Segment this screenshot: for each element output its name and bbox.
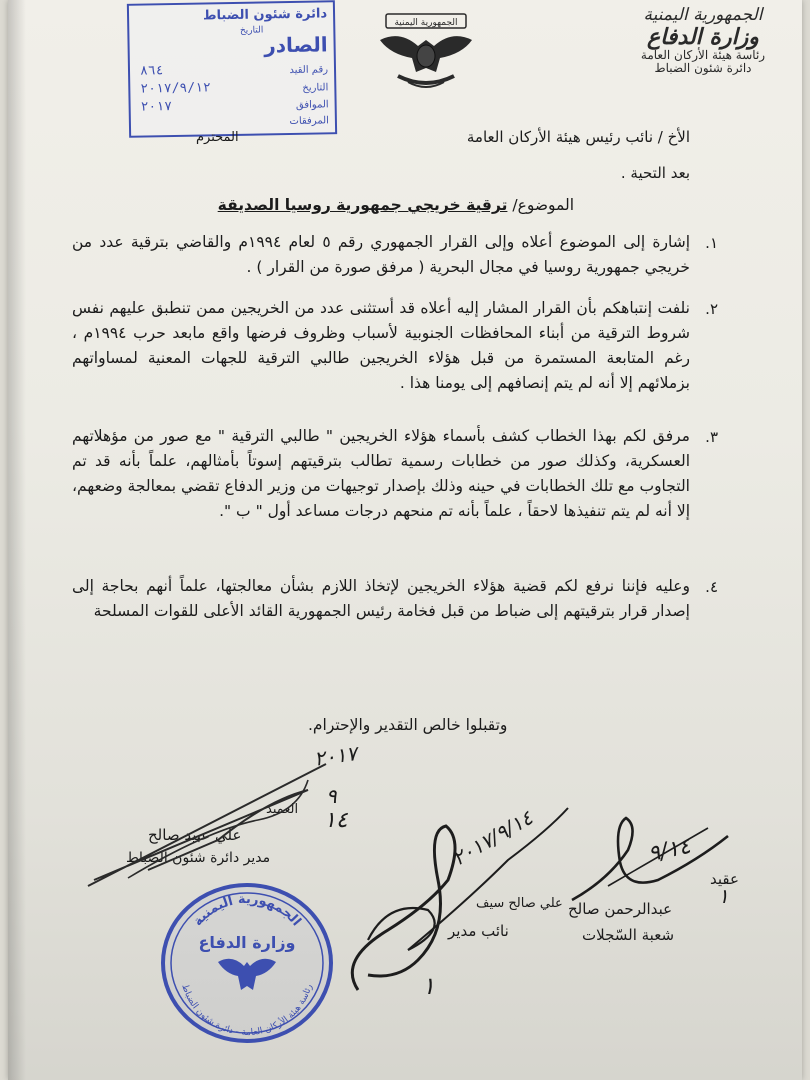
eagle-emblem-icon	[370, 10, 482, 92]
stamp-corresponding-value: ٢٠١٧	[140, 99, 173, 115]
handwritten-date-center: ٢٠١٧/٩/١٤	[447, 805, 537, 871]
signature-strokes	[8, 0, 802, 1080]
paragraph-4: وعليه فإننا نرفع لكم قضية هؤلاء الخريجين لإتخاذ اللازم بشأن معالجتها، علماً أنهم بحاجة إلى إصدار قرار بترقيتهم إلى ضباط من قبل فخامة رئيس الجمهورية القائد الأعلى للقوات المسلحة	[72, 577, 690, 620]
paragraph-number: ٣.	[705, 428, 718, 446]
stamp-date-label2: التاريخ	[302, 82, 329, 94]
right-rank: عقيد	[710, 870, 739, 888]
paragraph-1: إشارة إلى الموضوع أعلاه وإلى القرار الجمهوري رقم ٥ لعام ١٩٩٤م والقاضي بترقية عدد من خريجي جمهورية روسيا في مجال البحرية ( مرفق صورة من القرار ) .	[72, 233, 691, 276]
handwritten-day-left: ١٤	[324, 808, 348, 833]
header-officers-affairs: دائرة شئون الضباط	[654, 61, 752, 76]
left-title: مدير دائرة شئون الضباط	[126, 850, 271, 866]
center-name: علي صالح سيف	[476, 896, 563, 911]
header-chief-staff: رئاسة هيئة الأركان العامة	[640, 47, 766, 62]
stamp-dept: دائرة شئون الضباط	[202, 6, 328, 24]
center-title: نائب مدير	[448, 922, 509, 940]
handwritten-date-right: ٩/١٤	[645, 833, 694, 868]
handwritten-mark-right: ١	[718, 884, 729, 908]
recipient-honorific: المحترم	[196, 130, 239, 145]
stamp-ref-value: ٨٦٤	[139, 63, 164, 79]
left-signature-stroke	[88, 764, 326, 886]
stamp-date-label: التاريخ	[239, 25, 264, 36]
outgoing-stamp	[127, 0, 337, 138]
ministry-header	[618, 6, 788, 75]
stamp-date-value: ٢٠١٧/٩/١٢	[140, 80, 211, 97]
paragraph-number: ١.	[705, 234, 718, 252]
stamp-attachments-label: المرفقات	[289, 115, 330, 128]
paragraph-2: نلفت إنتباهكم بأن القرار المشار إليه أعلاه قد أستثنى عدد من الخريجين ممن تنطبق عليهم نفس شروط الترقية من أبناء المحافظات الجنوبية لأسباب وظروف فرضها واقع مابعد حرب ١٩٩٤م ، رغم المتابعة المستمرة من قبل هؤلاء الخريجين طالبي الترقية للجهات المعنية لمساواتهم بزملائهم إلا أنه لم يتم إنصافهم إلى يومنا هذا .	[72, 299, 690, 392]
emblem-caption: الجمهورية اليمنية	[394, 18, 458, 28]
handwritten-year-left: ٢٠١٧	[312, 741, 359, 771]
header-republic: الجمهورية اليمنية	[643, 5, 763, 25]
right-title: شعبة السّجلات	[582, 926, 675, 944]
svg-text:الجمهورية اليمنية: الجمهورية اليمنية	[190, 891, 304, 930]
subject-text: ترقية خريجي جمهورية روسيا الصديقة	[217, 196, 508, 214]
right-name: عبدالرحمن صالح	[568, 900, 673, 918]
handwritten-mark-center: ١	[422, 972, 435, 1000]
paragraph-3: مرفق لكم بهذا الخطاب كشف بأسماء هؤلاء الخريجين " طالبي الترقية " مع صور من مؤهلاتهم العسكرية، وكذلك صور من خطابات رسمية تطالب بترقيتهم إسوتاً بأمثالهم، علماً بأنه قد تم التجاوب مع تلك الخطابات في حينه وذلك بإصدار توجيهات من وزير الدفاع تقضي بمعالجة وضعهم، إلا أنه لم يتم تنفيذها لاحقاً ، علماً بأنه تم منحهم درجات مساعد أول " ب ".	[72, 427, 690, 520]
header-ministry: وزارة الدفاع	[647, 23, 759, 50]
svg-text:رئاسة هيئة الأركان العامة - دا: رئاسة هيئة الأركان العامة - دائرة شئون الضباط	[179, 983, 315, 1039]
subject-label: الموضوع/	[512, 196, 574, 214]
paragraph-number: ٤.	[705, 578, 718, 596]
greeting: بعد التحية .	[620, 164, 690, 182]
stamp-corresponding-label: الموافق	[295, 99, 329, 111]
stamp-sadir: الصادر	[264, 32, 328, 58]
closing-line: وتقبلوا خالص التقدير والإحترام.	[308, 716, 508, 734]
center-signature-stroke	[352, 826, 455, 990]
seal-mid-text: وزارة الدفاع	[198, 933, 296, 952]
stamp-ref-label: رقم القيد	[289, 64, 329, 76]
left-rank: العميد	[266, 802, 299, 817]
official-seal-icon	[156, 878, 338, 1048]
document-page	[8, 0, 802, 1080]
subject-line	[218, 196, 574, 214]
recipient-line: الأخ / نائب رئيس هيئة الأركان العامة	[466, 128, 690, 146]
left-name: علي عبيد صالح	[148, 826, 242, 844]
paragraph-number: ٢.	[705, 300, 718, 318]
page-shadow	[8, 0, 26, 1080]
handwritten-month-left: ٩	[326, 784, 337, 808]
